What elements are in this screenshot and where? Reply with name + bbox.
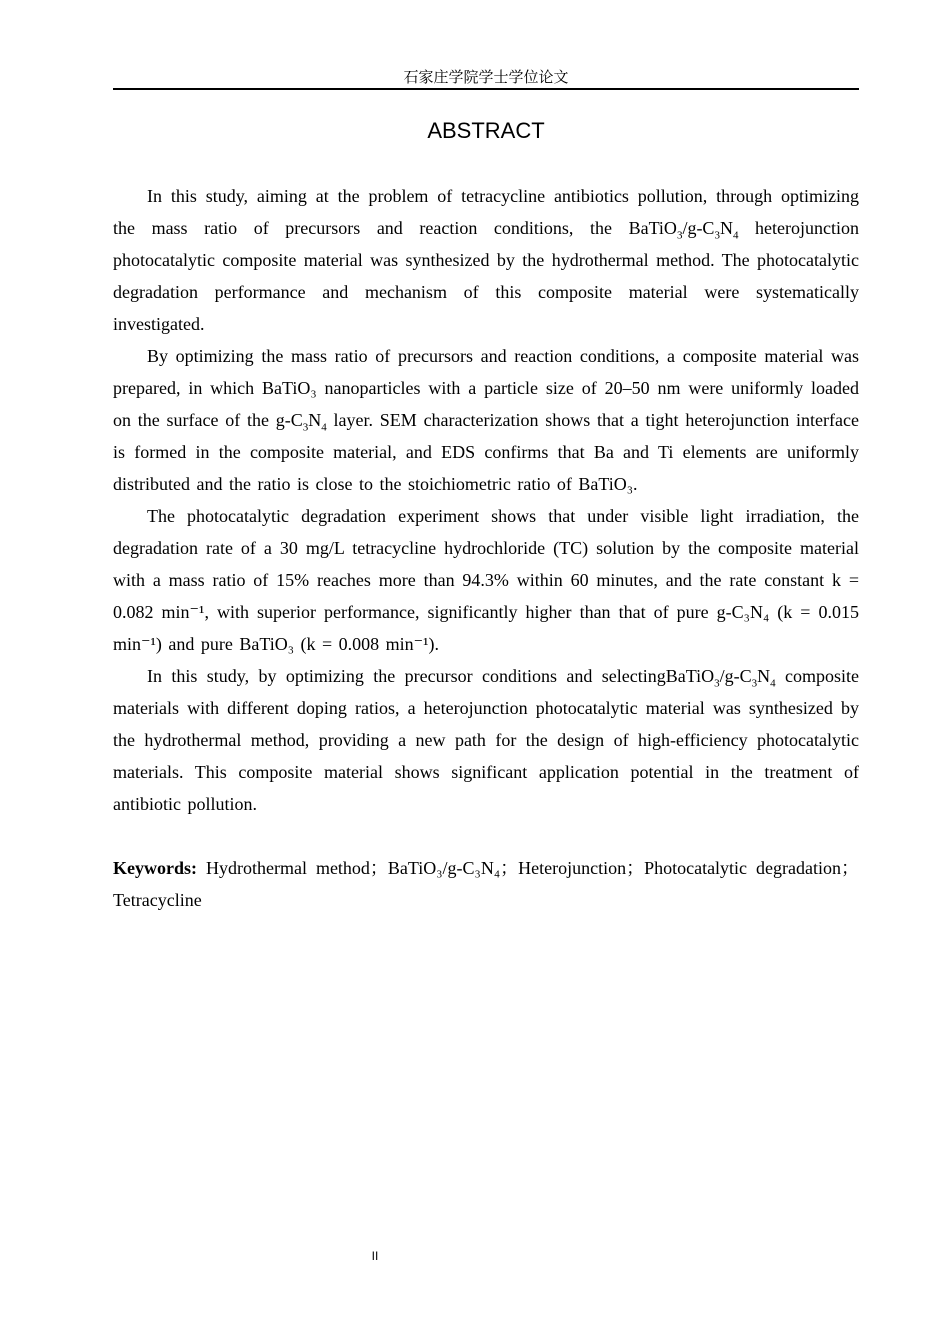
- p1-text-c: /g-C: [682, 218, 715, 238]
- p4-text-e: N: [757, 666, 771, 686]
- p1-sub-f: 4: [732, 229, 739, 242]
- header-text: 石家庄学院学士学位论文: [403, 68, 569, 86]
- page-header: [113, 66, 859, 90]
- paragraph-2: [113, 340, 859, 500]
- p2-sub-b: 3: [302, 421, 309, 434]
- p2-sub-d: 4: [321, 421, 327, 434]
- p4-text-g: composite materials with different doping ratios, a heterojunction photocatalytic material was synthesized by the hydrothermal method, providing a new path for the design of high-efficiency photocatalytic materials. This composite material shows significant application potential in the treatment of antibiotic pollution.: [113, 666, 859, 814]
- p4-text-a: In this study, by optimizing the precursor conditions and selectingBaTiO: [147, 666, 715, 686]
- p4-sub-f: 4: [770, 677, 776, 690]
- keywords-label: Keywords:: [113, 858, 197, 878]
- p2-text-c: N: [308, 410, 322, 430]
- paragraph-1: [113, 180, 859, 340]
- p1-text-a: In this study, aiming at the problem of tetracycline antibiotics pollution, through optimizing the mass ratio of precursors and reaction conditions, the BaTiO: [113, 186, 859, 238]
- keywords-text: Hydrothermal method；BaTiO₃/g-C₃N₄；Heterojunction；Photocatalytic degradation；Tetracycline: [113, 858, 859, 910]
- paragraph-4: [113, 660, 859, 820]
- page-number: II: [371, 1249, 379, 1263]
- p1-sub-b: 3: [676, 229, 683, 242]
- p1-text-g: heterojunction photocatalytic composite material was synthesized by the hydrothermal method. The photocatalytic degradation performance and mechanism of this composite material were systematically investigated.: [113, 218, 859, 334]
- paragraph-3: The photocatalytic degradation experiment shows that under visible light irradiation, the degradation rate of a 30 mg/L tetracycline hydrochloride (TC) solution by the composite material with a mass ratio of 15% reaches more than 94.3% within 60 minutes, and the rate constant k = 0.082 min⁻¹, with superior performance, significantly higher than that of pure g-C₃N₄ (k = 0.015 min⁻¹) and pure BaTiO₃ (k = 0.008 min⁻¹).: [113, 506, 859, 654]
- p4-sub-b: 3: [714, 677, 720, 690]
- abstract-body: [113, 180, 859, 916]
- p2-text-e: layer. SEM characterization shows that a tight heterojunction interface is formed in the composite material, and EDS confirms that Ba and Ti elements are uniformly distributed and the ratio is close to the stoichiometric ratio of BaTiO₃.: [113, 410, 859, 494]
- p1-text-e: N: [719, 218, 733, 238]
- p2-text-a: By optimizing the mass ratio of precursors and reaction conditions, a composite material was prepared, in which BaTiO₃ nanoparticles with a particle size of 20–50 nm were uniformly loaded on the surface of the g-C: [113, 346, 859, 430]
- p1-sub-d: 3: [714, 229, 720, 242]
- p4-text-c: /g-C: [719, 666, 752, 686]
- abstract-title: ABSTRACT: [427, 118, 545, 143]
- p4-sub-d: 3: [751, 677, 758, 690]
- keywords: [113, 852, 859, 916]
